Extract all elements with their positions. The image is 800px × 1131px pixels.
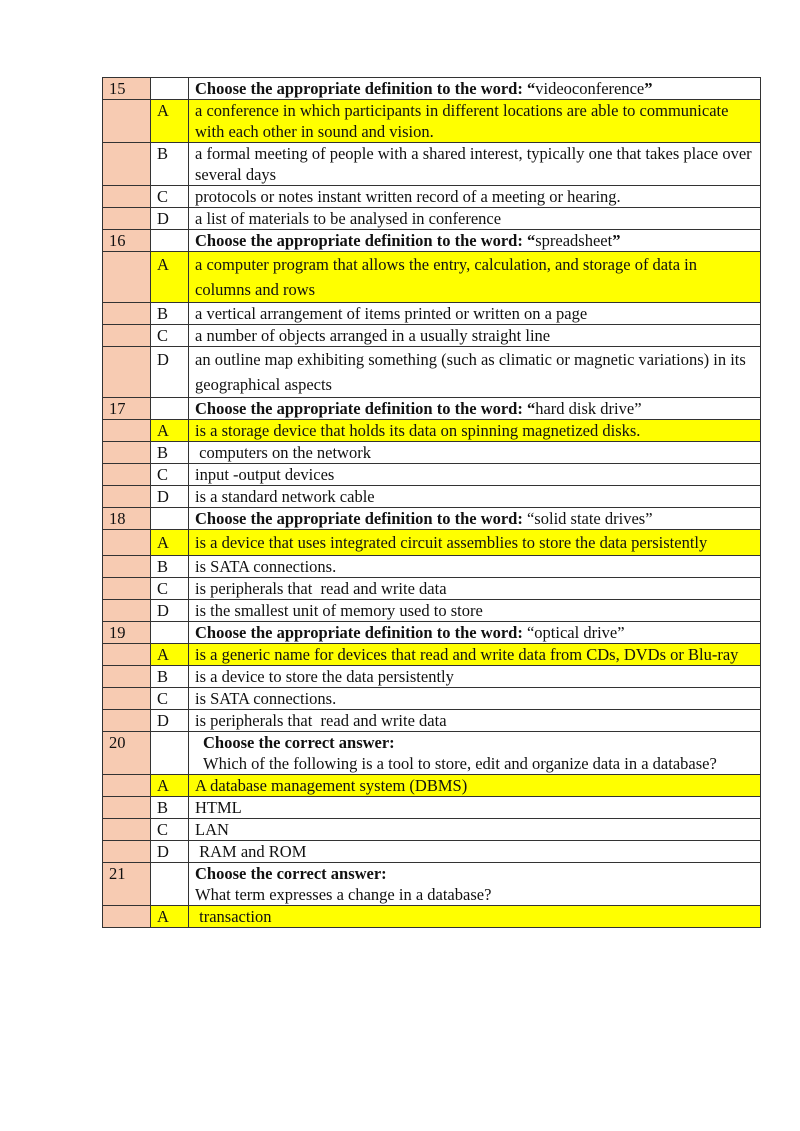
number-spacer-cell: [103, 556, 151, 578]
prompt-bold: Choose the correct answer:: [195, 864, 387, 883]
option-letter: D: [151, 208, 189, 230]
option-letter: C: [151, 578, 189, 600]
option-row: [103, 530, 761, 556]
empty-cell: [151, 230, 189, 252]
number-spacer-cell: [103, 303, 151, 325]
option-row: [103, 347, 761, 398]
option-text: a computer program that allows the entry, calculation, and storage of data in columns and rows: [189, 252, 761, 303]
number-spacer-cell: [103, 486, 151, 508]
option-text: is a device to store the data persistently: [189, 666, 761, 688]
option-text: a formal meeting of people with a shared interest, typically one that takes place over several days: [189, 143, 761, 186]
option-row: [103, 464, 761, 486]
option-row: [103, 252, 761, 303]
question-row: [103, 398, 761, 420]
number-spacer-cell: [103, 775, 151, 797]
number-spacer-cell: [103, 710, 151, 732]
option-letter: B: [151, 666, 189, 688]
option-letter: C: [151, 325, 189, 347]
question-number: 16: [103, 230, 151, 252]
prompt-bold: Choose the appropriate definition to the word: “: [195, 399, 536, 418]
question-number: 18: [103, 508, 151, 530]
prompt-text: What term expresses a change in a database?: [195, 885, 492, 904]
question-number: 15: [103, 78, 151, 100]
option-text: a list of materials to be analysed in conference: [189, 208, 761, 230]
number-spacer-cell: [103, 797, 151, 819]
option-text: a vertical arrangement of items printed or written on a page: [189, 303, 761, 325]
question-number: 20: [103, 732, 151, 775]
option-letter: C: [151, 819, 189, 841]
prompt-text: Which of the following is a tool to store, edit and organize data in a database?: [203, 754, 717, 773]
option-row: [103, 100, 761, 143]
option-text: computers on the network: [189, 442, 761, 464]
option-text: a number of objects arranged in a usually straight line: [189, 325, 761, 347]
number-spacer-cell: [103, 442, 151, 464]
option-letter: C: [151, 688, 189, 710]
number-spacer-cell: [103, 906, 151, 928]
option-text: is peripherals that read and write data: [189, 710, 761, 732]
option-text: is a generic name for devices that read and write data from CDs, DVDs or Blu-ray: [189, 644, 761, 666]
prompt-term: videoconference: [535, 79, 645, 98]
prompt-end: ”: [634, 399, 642, 418]
option-row: [103, 325, 761, 347]
question-row: [103, 732, 761, 775]
number-spacer-cell: [103, 420, 151, 442]
number-spacer-cell: [103, 100, 151, 143]
option-letter: D: [151, 710, 189, 732]
number-spacer-cell: [103, 819, 151, 841]
option-row: [103, 666, 761, 688]
empty-cell: [151, 732, 189, 775]
option-letter: A: [151, 644, 189, 666]
empty-cell: [151, 508, 189, 530]
empty-cell: [151, 622, 189, 644]
option-letter: A: [151, 775, 189, 797]
option-letter: B: [151, 442, 189, 464]
prompt-end: ”: [645, 509, 653, 528]
option-row: [103, 208, 761, 230]
prompt-term: “solid state drives: [526, 509, 646, 528]
prompt-bold: Choose the appropriate definition to the word:: [195, 623, 527, 642]
number-spacer-cell: [103, 644, 151, 666]
number-spacer-cell: [103, 347, 151, 398]
option-text: A database management system (DBMS): [189, 775, 761, 797]
option-letter: D: [151, 347, 189, 398]
question-row: [103, 622, 761, 644]
number-spacer-cell: [103, 208, 151, 230]
option-text: is a standard network cable: [189, 486, 761, 508]
empty-cell: [151, 78, 189, 100]
option-text: is SATA connections.: [189, 688, 761, 710]
question-row: [103, 508, 761, 530]
question-prompt: [189, 622, 761, 644]
option-row: [103, 143, 761, 186]
prompt-bold: Choose the appropriate definition to the word: “: [195, 79, 536, 98]
prompt-bold: Choose the correct answer:: [203, 733, 395, 752]
prompt-term: spreadsheet: [535, 231, 613, 250]
option-row: [103, 556, 761, 578]
number-spacer-cell: [103, 530, 151, 556]
option-row: [103, 578, 761, 600]
number-spacer-cell: [103, 464, 151, 486]
option-text: is peripherals that read and write data: [189, 578, 761, 600]
option-letter: A: [151, 420, 189, 442]
prompt-term: hard disk drive: [535, 399, 635, 418]
option-row: [103, 841, 761, 863]
option-letter: D: [151, 841, 189, 863]
option-letter: B: [151, 143, 189, 186]
number-spacer-cell: [103, 666, 151, 688]
number-spacer-cell: [103, 325, 151, 347]
option-letter: D: [151, 486, 189, 508]
option-row: [103, 600, 761, 622]
option-text: is SATA connections.: [189, 556, 761, 578]
option-row: [103, 644, 761, 666]
option-row: [103, 442, 761, 464]
option-row: [103, 486, 761, 508]
question-prompt: [189, 398, 761, 420]
option-text: protocols or notes instant written record of a meeting or hearing.: [189, 186, 761, 208]
option-letter: B: [151, 556, 189, 578]
number-spacer-cell: [103, 578, 151, 600]
question-row: [103, 863, 761, 906]
option-row: [103, 420, 761, 442]
option-text: is a storage device that holds its data on spinning magnetized disks.: [189, 420, 761, 442]
option-letter: A: [151, 252, 189, 303]
question-number: 17: [103, 398, 151, 420]
option-text: LAN: [189, 819, 761, 841]
question-row: [103, 78, 761, 100]
option-row: [103, 303, 761, 325]
question-number: 21: [103, 863, 151, 906]
number-spacer-cell: [103, 600, 151, 622]
number-spacer-cell: [103, 186, 151, 208]
question-prompt: [189, 230, 761, 252]
option-row: [103, 775, 761, 797]
quiz-table: [102, 77, 761, 928]
prompt-bold: Choose the appropriate definition to the word: “: [195, 231, 536, 250]
empty-cell: [151, 863, 189, 906]
option-row: [103, 906, 761, 928]
option-letter: A: [151, 100, 189, 143]
option-row: [103, 688, 761, 710]
prompt-end: ”: [644, 79, 653, 98]
option-text: is a device that uses integrated circuit assemblies to store the data persistently: [189, 530, 761, 556]
question-number: 19: [103, 622, 151, 644]
option-row: [103, 797, 761, 819]
prompt-end: ”: [612, 231, 621, 250]
question-prompt: [189, 78, 761, 100]
empty-cell: [151, 398, 189, 420]
question-prompt: [189, 732, 761, 775]
option-text: a conference in which participants in different locations are able to communicate with each other in sound and vision.: [189, 100, 761, 143]
option-row: [103, 186, 761, 208]
option-text: HTML: [189, 797, 761, 819]
prompt-end: ”: [617, 623, 625, 642]
question-prompt: [189, 863, 761, 906]
option-letter: D: [151, 600, 189, 622]
number-spacer-cell: [103, 252, 151, 303]
number-spacer-cell: [103, 688, 151, 710]
option-letter: B: [151, 303, 189, 325]
option-text: an outline map exhibiting something (such as climatic or magnetic variations) in its geographical aspects: [189, 347, 761, 398]
option-text: is the smallest unit of memory used to store: [189, 600, 761, 622]
prompt-term: “optical drive: [526, 623, 618, 642]
option-letter: A: [151, 530, 189, 556]
option-letter: B: [151, 797, 189, 819]
option-text: input -output devices: [189, 464, 761, 486]
prompt-bold: Choose the appropriate definition to the word:: [195, 509, 527, 528]
option-letter: C: [151, 186, 189, 208]
question-row: [103, 230, 761, 252]
option-row: [103, 710, 761, 732]
option-text: transaction: [189, 906, 761, 928]
number-spacer-cell: [103, 143, 151, 186]
question-prompt: [189, 508, 761, 530]
number-spacer-cell: [103, 841, 151, 863]
option-letter: C: [151, 464, 189, 486]
option-letter: A: [151, 906, 189, 928]
option-row: [103, 819, 761, 841]
option-text: RAM and ROM: [189, 841, 761, 863]
